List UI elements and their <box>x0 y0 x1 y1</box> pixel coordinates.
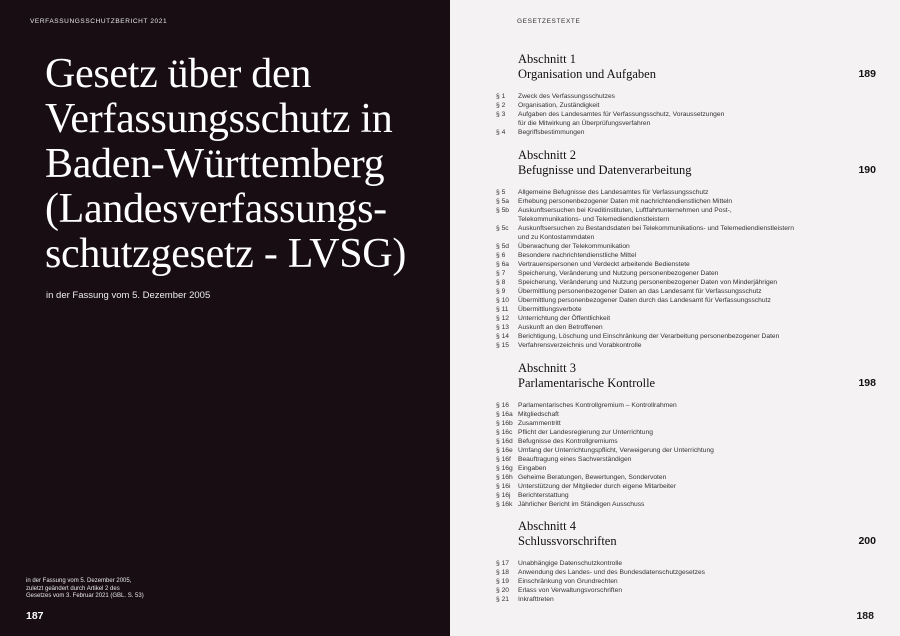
title-line: (Landesverfassungs- <box>45 186 387 232</box>
paragraph-title-line: Parlamentarisches Kontrollgremium – Kontrollrahmen <box>518 402 677 409</box>
paragraph-title-line: und zu Kontostammdaten <box>518 234 595 241</box>
paragraph-number: § 12 <box>496 315 510 322</box>
paragraph-number: § 20 <box>496 587 510 594</box>
paragraph-number: § 16e <box>496 447 513 454</box>
paragraph-title-line: Erhebung personenbezogener Daten mit nachrichtendienstlichen Mitteln <box>518 198 733 205</box>
toc-section <box>496 519 876 604</box>
paragraph-title-line: Vertrauenspersonen und Verdeckt arbeitende Bedienstete <box>518 261 690 268</box>
toc-entry <box>496 101 876 110</box>
paragraph-number: § 16b <box>496 420 513 427</box>
section-items <box>496 559 876 604</box>
paragraph-title <box>518 341 876 350</box>
paragraph-title <box>518 305 876 314</box>
paragraph-number: § 5b <box>496 207 510 214</box>
section-items <box>496 92 876 137</box>
toc-entry <box>496 260 876 269</box>
paragraph-number: § 16i <box>496 483 511 490</box>
toc-entry <box>496 224 876 242</box>
paragraph-number: § 16 <box>496 402 510 409</box>
toc-entry <box>496 473 876 482</box>
toc-entry <box>496 586 876 595</box>
toc-entry <box>496 446 876 455</box>
toc-entry <box>496 92 876 101</box>
paragraph-title-line: Übermittlungsverbote <box>518 306 582 313</box>
toc-entry <box>496 595 876 604</box>
paragraph-title <box>518 92 876 101</box>
paragraph-number: § 1 <box>496 93 506 100</box>
paragraph-title <box>518 323 876 332</box>
page-number-left: 187 <box>26 610 44 622</box>
toc-entry <box>496 482 876 491</box>
section-items <box>496 188 876 350</box>
paragraph-title-line: Speicherung, Veränderung und Nutzung personenbezogener Daten <box>518 270 719 277</box>
paragraph-number: § 16d <box>496 438 513 445</box>
toc-entry <box>496 287 876 296</box>
paragraph-number: § 9 <box>496 288 506 295</box>
paragraph-title-line: Befugnisse des Kontrollgremiums <box>518 438 618 445</box>
title-line: schutzgesetz - LVSG) <box>45 231 407 277</box>
paragraph-title-line: Jährlicher Bericht im Ständigen Ausschuss <box>518 501 645 508</box>
toc-section <box>496 148 876 350</box>
paragraph-title <box>518 296 876 305</box>
toc-entry <box>496 242 876 251</box>
paragraph-title-line: Beauftragung eines Sachverständigen <box>518 456 632 463</box>
toc-entry <box>496 197 876 206</box>
paragraph-title <box>518 419 876 428</box>
running-head-left: VERFASSUNGSSCHUTZBERICHT 2021 <box>30 18 168 25</box>
toc-entry <box>496 419 876 428</box>
paragraph-title <box>518 595 876 604</box>
toc-entry <box>496 206 876 224</box>
paragraph-title <box>518 559 876 568</box>
paragraph-title-line: Telekommunikations- und Telemediendienstleistern <box>518 216 670 223</box>
toc-entry <box>496 305 876 314</box>
paragraph-number: § 17 <box>496 560 510 567</box>
section-page-number: 189 <box>858 67 876 80</box>
paragraph-number: § 5 <box>496 189 506 196</box>
paragraph-title-line: Überwachung der Telekommunikation <box>518 243 630 250</box>
paragraph-title <box>518 446 876 455</box>
paragraph-title-line: Mitgliedschaft <box>518 411 559 418</box>
paragraph-number: § 14 <box>496 333 510 340</box>
paragraph-number: § 18 <box>496 569 510 576</box>
paragraph-title-line: Auskunft an den Betroffenen <box>518 324 603 331</box>
section-heading <box>518 361 876 390</box>
paragraph-title <box>518 278 876 287</box>
paragraph-title <box>518 473 876 482</box>
paragraph-number: § 7 <box>496 270 506 277</box>
paragraph-title-line: Allgemeine Befugnisse des Landesamtes für Verfassungsschutz <box>518 189 709 196</box>
section-label: Abschnitt 3 <box>518 361 576 375</box>
toc-entry <box>496 401 876 410</box>
paragraph-title-line: Unterrichtung der Öffentlichkeit <box>518 315 611 322</box>
paragraph-title-line: für die Mitwirkung an Überprüfungsverfahren <box>518 120 651 127</box>
title-line: Baden-Württemberg <box>45 141 385 187</box>
paragraph-title <box>518 332 876 341</box>
paragraph-title <box>518 500 876 509</box>
section-title: Parlamentarische Kontrolle <box>518 375 656 390</box>
paragraph-title-line: Speicherung, Veränderung und Nutzung personenbezogener Daten von Minderjährigen <box>518 279 778 286</box>
right-page <box>450 0 900 636</box>
paragraph-title-line: Einschränkung von Grundrechten <box>518 578 618 585</box>
paragraph-number: § 11 <box>496 306 509 313</box>
paragraph-title-line: Aufgaben des Landesamtes für Verfassungsschutz, Voraussetzungen <box>518 111 725 118</box>
toc-entry <box>496 568 876 577</box>
running-head-right: GESETZESTEXTE <box>517 18 581 25</box>
paragraph-number: § 13 <box>496 324 510 331</box>
toc-entry <box>496 464 876 473</box>
paragraph-title-line: Auskunftsersuchen bei Kreditinstituten, Luftfahrtunternehmen und Post-, <box>518 207 732 214</box>
toc-entry <box>496 341 876 350</box>
paragraph-title-line: Übermittlung personenbezogener Daten an das Landesamt für Verfassungsschutz <box>518 288 762 295</box>
paragraph-title <box>518 251 876 260</box>
paragraph-number: § 10 <box>496 297 510 304</box>
paragraph-title-line: Unabhängige Datenschutzkontrolle <box>518 560 623 567</box>
toc-entry <box>496 577 876 586</box>
paragraph-title <box>518 437 876 446</box>
paragraph-number: § 15 <box>496 342 510 349</box>
paragraph-title-line: Eingaben <box>518 465 547 472</box>
paragraph-title-line: Zweck des Verfassungsschutzes <box>518 93 616 100</box>
toc-entry <box>496 188 876 197</box>
paragraph-number: § 16k <box>496 501 513 508</box>
footnote-line: zuletzt geändert durch Artikel 2 des <box>26 585 120 592</box>
toc-entry <box>496 437 876 446</box>
paragraph-title <box>518 464 876 473</box>
page-number-right: 188 <box>856 610 874 622</box>
toc-entry <box>496 269 876 278</box>
section-title: Organisation und Aufgaben <box>518 66 656 81</box>
paragraph-title <box>518 260 876 269</box>
paragraph-title <box>518 287 876 296</box>
footnote-line: Gesetzes vom 3. Februar 2021 (GBL. S. 53) <box>26 593 144 600</box>
toc-entry <box>496 500 876 509</box>
section-title: Schlussvorschriften <box>518 533 617 548</box>
toc-entry <box>496 410 876 419</box>
footnote <box>26 578 144 601</box>
paragraph-number: § 16h <box>496 474 513 481</box>
paragraph-title-line: Organisation, Zuständigkeit <box>518 102 600 109</box>
paragraph-number: § 6 <box>496 252 506 259</box>
paragraph-number: § 16f <box>496 456 511 463</box>
section-heading <box>518 52 876 81</box>
page-title <box>45 52 445 277</box>
paragraph-number: § 3 <box>496 111 506 118</box>
paragraph-title-line: Unterstützung der Mitglieder durch eigene Mitarbeiter <box>518 483 676 490</box>
paragraph-title-line: Inkrafttreten <box>518 596 554 603</box>
toc-entry <box>496 559 876 568</box>
toc-entry <box>496 314 876 323</box>
paragraph-title <box>518 110 876 128</box>
section-label: Abschnitt 4 <box>518 519 576 533</box>
paragraph-number: § 6a <box>496 261 510 268</box>
paragraph-number: § 8 <box>496 279 506 286</box>
paragraph-title-line: Pflicht der Landesregierung zur Unterrichtung <box>518 429 653 436</box>
toc-entry <box>496 491 876 500</box>
toc-entry <box>496 323 876 332</box>
paragraph-title-line: Besondere nachrichtendienstliche Mittel <box>518 252 637 259</box>
section-page-number: 190 <box>858 163 876 176</box>
paragraph-title <box>518 491 876 500</box>
paragraph-title-line: Umfang der Unterrichtungspflicht, Verweigerung der Unterrichtung <box>518 447 714 454</box>
paragraph-title-line: Anwendung des Landes- und des Bundesdatenschutzgesetzes <box>518 569 706 576</box>
paragraph-title <box>518 128 876 137</box>
paragraph-title <box>518 101 876 110</box>
paragraph-title <box>518 269 876 278</box>
paragraph-title <box>518 577 876 586</box>
section-page-number: 198 <box>858 376 876 389</box>
toc-section <box>496 52 876 137</box>
paragraph-number: § 2 <box>496 102 506 109</box>
section-page-number: 200 <box>858 534 876 547</box>
paragraph-title <box>518 224 876 242</box>
section-heading <box>518 519 876 548</box>
paragraph-title <box>518 401 876 410</box>
section-heading <box>518 148 876 177</box>
paragraph-number: § 16j <box>496 492 511 499</box>
paragraph-title <box>518 455 876 464</box>
paragraph-title-line: Auskunftsersuchen zu Bestandsdaten bei Telekommunikations- und Telemediendienstleistern <box>518 225 794 232</box>
paragraph-title-line: Übermittlung personenbezogener Daten durch das Landesamt für Verfassungsschutz <box>518 297 771 304</box>
paragraph-number: § 5d <box>496 243 510 250</box>
paragraph-number: § 19 <box>496 578 510 585</box>
paragraph-title-line: Begriffsbestimmungen <box>518 129 585 136</box>
paragraph-title <box>518 428 876 437</box>
title-line: Verfassungsschutz in <box>45 96 393 142</box>
paragraph-title-line: Zusammentritt <box>518 420 561 427</box>
paragraph-title <box>518 197 876 206</box>
paragraph-title-line: Berichterstattung <box>518 492 569 499</box>
paragraph-title <box>518 206 876 224</box>
paragraph-number: § 16c <box>496 429 513 436</box>
section-items <box>496 401 876 509</box>
paragraph-title-line: Geheime Beratungen, Bewertungen, Sondervoten <box>518 474 667 481</box>
paragraph-title-line: Erlass von Verwaltungsvorschriften <box>518 587 623 594</box>
toc-section <box>496 361 876 509</box>
toc-entry <box>496 110 876 128</box>
paragraph-title <box>518 410 876 419</box>
paragraph-number: § 5c <box>496 225 509 232</box>
paragraph-title <box>518 242 876 251</box>
toc-entry <box>496 296 876 305</box>
paragraph-number: § 21 <box>496 596 510 603</box>
paragraph-title <box>518 188 876 197</box>
toc-entry <box>496 428 876 437</box>
toc-entry <box>496 455 876 464</box>
toc-entry <box>496 128 876 137</box>
toc-entry <box>496 251 876 260</box>
paragraph-number: § 16a <box>496 411 513 418</box>
paragraph-number: § 16g <box>496 465 513 472</box>
paragraph-number: § 5a <box>496 198 510 205</box>
section-label: Abschnitt 1 <box>518 52 576 66</box>
paragraph-title <box>518 586 876 595</box>
paragraph-title-line: Berichtigung, Löschung und Einschränkung der Verarbeitung personenbezogener Daten <box>518 333 780 340</box>
section-label: Abschnitt 2 <box>518 148 576 162</box>
toc-entry <box>496 278 876 287</box>
section-title: Befugnisse und Datenverarbeitung <box>518 162 692 177</box>
paragraph-title <box>518 482 876 491</box>
paragraph-title <box>518 314 876 323</box>
subtitle: in der Fassung vom 5. Dezember 2005 <box>46 290 211 301</box>
paragraph-title-line: Verfahrensverzeichnis und Vorabkontrolle <box>518 342 642 349</box>
title-line: Gesetz über den <box>45 51 312 97</box>
paragraph-title <box>518 568 876 577</box>
toc-entry <box>496 332 876 341</box>
paragraph-number: § 4 <box>496 129 506 136</box>
footnote-line: in der Fassung vom 5. Dezember 2005, <box>26 578 132 584</box>
